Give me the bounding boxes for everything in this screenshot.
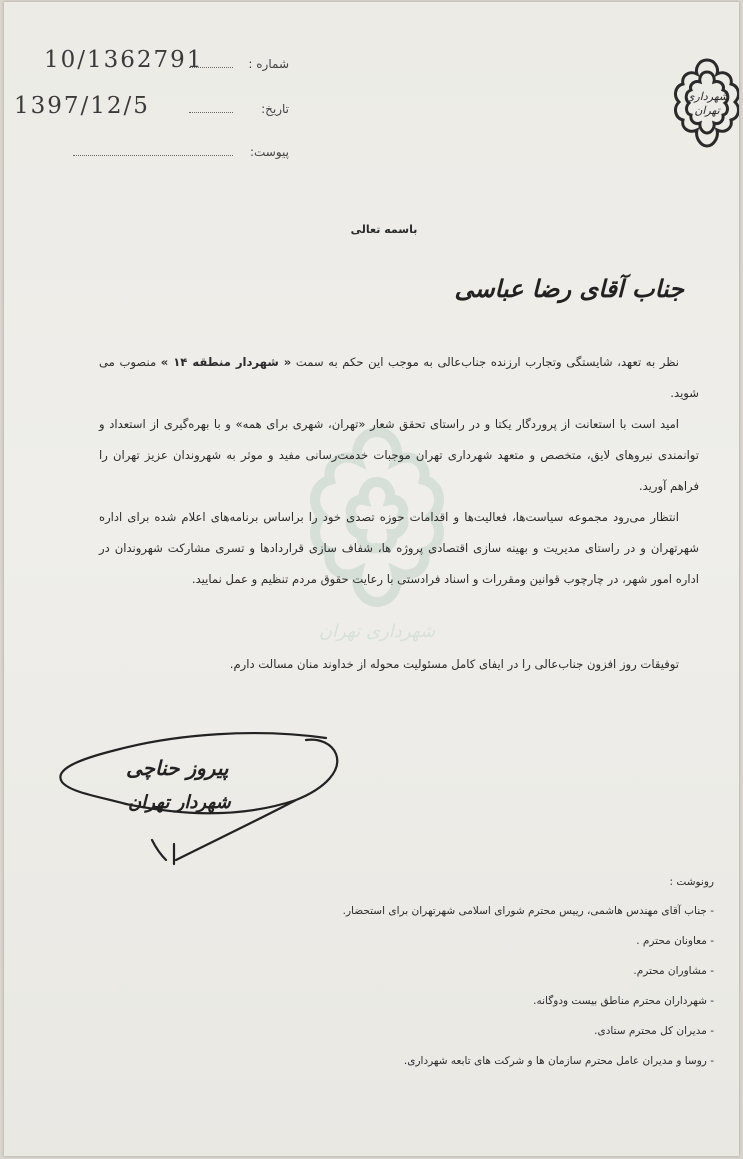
- salutation: جناب آقای رضا عباسی: [454, 274, 684, 303]
- tehran-municipality-logo-icon: [667, 54, 739, 164]
- cc-item: - مدیران کل محترم ستادی.: [594, 1025, 714, 1037]
- number-label: شماره :: [248, 57, 289, 71]
- svg-text:شهرداری تهران: شهرداری تهران: [318, 621, 436, 642]
- attachment-label: پیوست:: [249, 145, 289, 159]
- signature-name: پیروز حناچی: [126, 756, 229, 780]
- district-title: « شهردار منطقه ۱۴ »: [160, 355, 292, 369]
- basmala-heading: باسمه تعالی: [350, 223, 418, 236]
- attachment-dots: [73, 155, 233, 156]
- date-label: تاریخ:: [261, 102, 289, 116]
- cc-item: - روسا و مدیران عامل محترم سازمان ها و شرکت های تابعه شهرداری.: [403, 1055, 714, 1067]
- body-paragraph-4: توفیقات روز افزون جناب‌عالی را در ایفای کامل مسئولیت محوله از خداوند منان مسالت دارم.: [229, 657, 679, 671]
- cc-item: - جناب آقای مهندس هاشمی، رییس محترم شورای اسلامی شهرتهران برای استحضار.: [342, 905, 714, 917]
- signature-title: شهردار تهران: [128, 792, 231, 813]
- date-dots: [189, 112, 233, 113]
- cc-item: - شهرداران محترم مناطق بیست ودوگانه.: [533, 995, 714, 1007]
- svg-text:تهران: تهران: [694, 104, 720, 117]
- body-paragraph-1: [99, 347, 699, 409]
- body-paragraph-3: انتظار می‌رود مجموعه سیاست‌ها، فعالیت‌ها و اقدامات حوزه تصدی خود را براساس برنامه‌های اعلام شده برای اداره شهرتهران و در راستای مدیریت و بهینه سازی اقتصادی پروژه ها، شفاف سازی قراردادها و تسری مشارکت شهروندان در اداره امور شهر، در چارچوب قوانین ومقررات و اسناد فرادستی با رعایت حقوق مردم تنظیم و عمل نمایید.: [99, 510, 699, 586]
- signature-block: [56, 730, 346, 870]
- cc-list: [264, 876, 714, 1080]
- cc-item: - معاونان محترم .: [636, 935, 714, 947]
- paragraph-1-before: نظر به تعهد، شایستگی وتجارب ارزنده جناب‌عالی به موجب این حکم به سمت: [291, 355, 679, 369]
- attachment-row: [49, 145, 289, 159]
- cc-title: رونوشت :: [669, 876, 714, 888]
- body-paragraph-2: امید است با استعانت از پروردگار یکتا و در راستای تحقق شعار «تهران، شهری برای همه» و با بهره‌گیری از استعداد و توانمندی نیروهای لایق، متخصص و متعهد شهرداری تهران موجبات خدمت‌رسانی مفید و موثر به شهروندان عزیز تهران را فراهم آورید.: [99, 417, 699, 493]
- svg-text:شهرداری: شهرداری: [685, 90, 729, 103]
- letter-date: 1397/12/5: [14, 93, 150, 119]
- date-row: [179, 102, 289, 116]
- paragraph-1-after: منصوب می شوید.: [99, 355, 699, 400]
- cc-item: - مشاوران محترم.: [633, 965, 714, 977]
- letter-page: [4, 2, 739, 1156]
- letter-number: 10/1362791: [44, 47, 204, 73]
